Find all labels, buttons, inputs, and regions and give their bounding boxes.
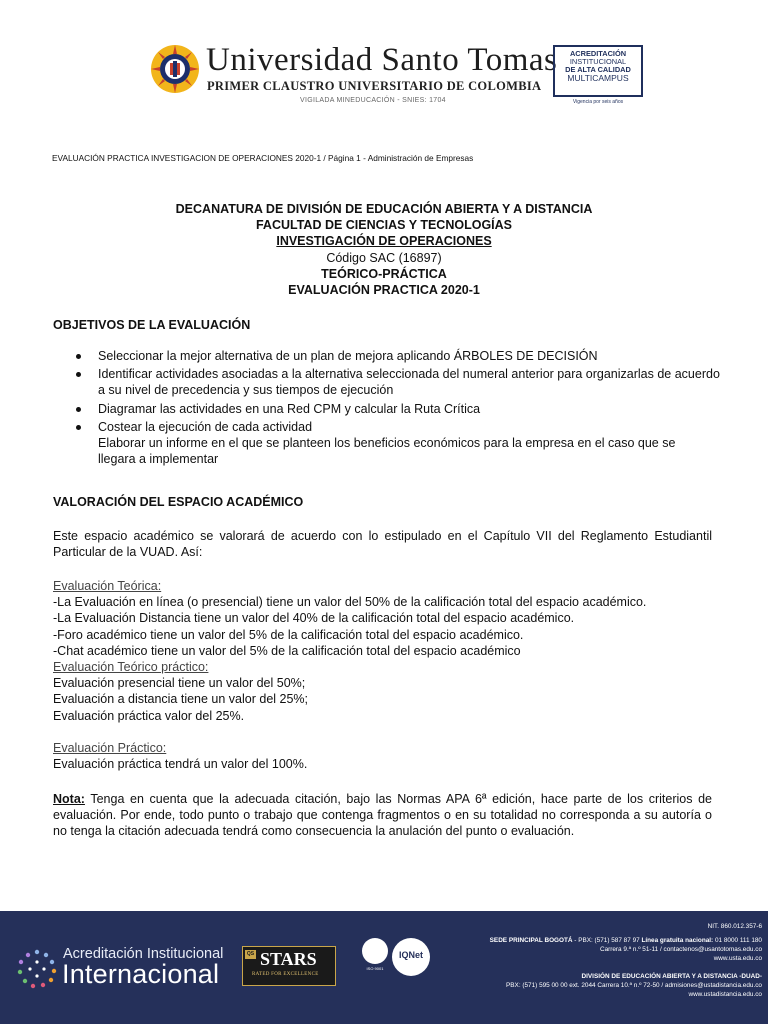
list-item-text: Identificar actividades asociadas a la alternativa seleccionada del numeral anterior para organizarlas de acuerdo a su nivel de precedencia y sus tiempos de ejecución bbox=[98, 367, 720, 398]
footer-accreditation-line1: Acreditación Institucional bbox=[63, 946, 224, 962]
title-division: DECANATURA DE DIVISIÓN DE EDUCACIÓN ABIERTA Y A DISTANCIA bbox=[175, 202, 593, 216]
list-item-text: Diagramar las actividades en una Red CPM y calcular la Ruta Crítica bbox=[98, 401, 481, 416]
linea-label: Línea gratuita nacional: bbox=[641, 937, 714, 944]
teorico-practico-item: Evaluación práctica valor del 25%. bbox=[53, 708, 245, 723]
bullet-icon bbox=[76, 372, 81, 377]
list-item-text: Costear la ejecución de cada actividad bbox=[98, 419, 313, 434]
practico-item: Evaluación práctica tendrá un valor del 100%. bbox=[53, 757, 308, 772]
footer-duad-web[interactable]: www.ustadistancia.edu.co bbox=[688, 991, 762, 998]
university-name: Universidad Santo Tomas bbox=[206, 42, 558, 78]
university-seal-icon bbox=[150, 44, 200, 94]
list-item bbox=[76, 366, 726, 398]
iqnet-text: IQNet bbox=[398, 950, 423, 960]
stars-title: STARS bbox=[260, 949, 317, 969]
objectives-list bbox=[76, 348, 726, 467]
evaluation-weights bbox=[53, 578, 733, 772]
footer-sede-address: Carrera 9.ª n.º 51-11 / contactenos@usantotomas.edu.co bbox=[599, 946, 762, 953]
accreditation-badge bbox=[553, 45, 643, 97]
teorica-item: -La Evaluación Distancia tiene un valor del 40% de la calificación total del espacio académico. bbox=[53, 611, 575, 626]
footer-duad-label: DIVISIÓN DE EDUCACIÓN ABIERTA Y A DISTANCIA -DUAD- bbox=[581, 973, 762, 980]
list-item bbox=[76, 419, 726, 468]
nota-paragraph bbox=[53, 791, 712, 840]
list-item-text: Seleccionar la mejor alternativa de un plan de mejora aplicando ÁRBOLES DE DECISIÓN bbox=[98, 349, 598, 363]
accreditation-line: DE ALTA CALIDAD bbox=[565, 65, 631, 74]
title-evaluation: EVALUACIÓN PRACTICA 2020-1 bbox=[288, 283, 480, 298]
sede-phone: - PBX: (571) 587 87 97 bbox=[572, 937, 642, 944]
valoracion-intro: Este espacio académico se valorará de acuerdo con lo estipulado en el Capítulo VII del Reglamento Estudiantil Particular de la VUAD. Así: bbox=[53, 529, 712, 560]
accreditation-caption: Vigencia por seis años bbox=[572, 99, 624, 105]
stars-subtitle: RATED FOR EXCELLENCE bbox=[252, 972, 319, 977]
footer-sede-line bbox=[440, 937, 762, 945]
teorica-item: -Foro académico tiene un valor del 5% de la calificación total del espacio académico. bbox=[53, 627, 524, 642]
iso-certification-icon bbox=[362, 938, 388, 964]
running-header: EVALUACIÓN PRACTICA INVESTIGACION DE OPERACIONES 2020-1 / Página 1 - Administración de Empresas bbox=[52, 153, 474, 163]
list-item bbox=[76, 348, 726, 364]
accreditation-line: ACREDITACIÓN bbox=[569, 49, 627, 58]
nota-text: Tenga en cuenta que la adecuada citación, bajo las Normas APA 6ª edición, hace parte de los criterios de evaluación. Por ende, todo punto o trabajo que contenga fragmentos o en su totalidad no corresponda a su autoría o no tenga la citación adecuada tendrá como consecuencia la anulación del punto o evaluación. bbox=[53, 792, 712, 839]
teorica-item: -Chat académico tiene un valor del 5% de la calificación total del espacio académico bbox=[53, 643, 521, 658]
objectives-extra-text: Elaborar un informe en el que se planteen los beneficios económicos para la empresa en el caso que se llegara a implementar bbox=[98, 436, 676, 467]
qs-badge: QS bbox=[246, 951, 255, 957]
teorica-item: -La Evaluación en línea (o presencial) tiene un valor del 50% de la calificación total del espacio académico. bbox=[53, 595, 647, 610]
linea-number: 01 8000 111 180 bbox=[713, 937, 762, 944]
accreditation-dots-icon bbox=[16, 948, 58, 990]
sede-label: SEDE PRINCIPAL BOGOTÁ bbox=[489, 937, 573, 944]
teorico-practico-heading: Evaluación Teórico práctico: bbox=[53, 660, 209, 675]
valoracion-heading: VALORACIÓN DEL ESPACIO ACADÉMICO bbox=[53, 495, 304, 509]
bullet-icon bbox=[76, 354, 81, 359]
accreditation-line: MULTICAMPUS bbox=[567, 73, 629, 83]
iso-cert-text: ISO 9001 bbox=[366, 966, 384, 971]
teorico-practico-item: Evaluación presencial tiene un valor del 50%; bbox=[53, 676, 306, 691]
teorica-heading: Evaluación Teórica: bbox=[53, 579, 162, 593]
bullet-icon bbox=[76, 407, 81, 412]
title-block bbox=[0, 201, 768, 298]
title-code: Código SAC (16897) bbox=[326, 250, 442, 265]
teorico-practico-item: Evaluación a distancia tiene un valor del 25%; bbox=[53, 692, 309, 707]
university-subtitle: PRIMER CLAUSTRO UNIVERSITARIO DE COLOMBIA bbox=[207, 79, 542, 93]
footer-accreditation-line2: Internacional bbox=[62, 959, 220, 989]
accreditation-line: INSTITUCIONAL bbox=[569, 57, 627, 66]
practico-heading: Evaluación Práctico: bbox=[53, 740, 167, 755]
vigilada-text: VIGILADA MINEDUCACIÓN - SNIES: 1704 bbox=[300, 97, 446, 104]
list-item bbox=[76, 401, 726, 417]
bullet-icon bbox=[76, 425, 81, 430]
footer-nit: NIT. 860.012.357-6 bbox=[707, 923, 762, 930]
footer-sede-web[interactable]: www.usta.edu.co bbox=[713, 955, 762, 962]
title-faculty: FACULTAD DE CIENCIAS Y TECNOLOGÍAS bbox=[255, 218, 513, 233]
footer-duad-address: PBX: (571) 595 00 00 ext. 2044 Carrera 10.ª n.º 72-50 / admisiones@ustadistancia.edu.co bbox=[506, 982, 762, 989]
nota-label: Nota: bbox=[53, 792, 85, 806]
title-type: TEÓRICO-PRÁCTICA bbox=[321, 266, 447, 281]
title-course: INVESTIGACIÓN DE OPERACIONES bbox=[276, 234, 492, 249]
objectives-heading: OBJETIVOS DE LA EVALUACIÓN bbox=[53, 318, 251, 332]
